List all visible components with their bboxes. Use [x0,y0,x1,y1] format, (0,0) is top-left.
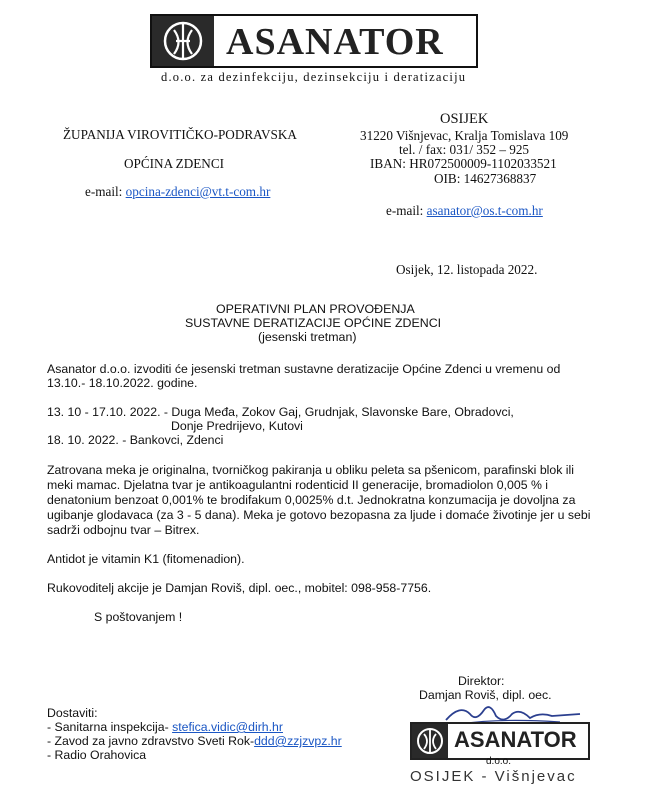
sender-email-link[interactable]: asanator@os.t-com.hr [426,203,543,218]
bait-line3: denatonium benzoat 0,001% te brodifakum 0,0025% d.t. Jednokratna konzumacija je dovoljna za [47,493,576,507]
leader-text: Rukovoditelj akcije je Damjan Roviš, dipl. oec., mobitel: 098-958-7756. [47,581,432,595]
sender-iban: IBAN: HR072500009-1102033521 [370,156,557,171]
delivery-item-email-link[interactable]: stefica.vidic@dirh.hr [172,720,283,734]
company-subtitle: d.o.o. za dezinfekciju, dezinsekciju i deratizaciju [161,70,467,84]
delivery-item-text: - Zavod za javno zdravstvo Sveti Rok- [47,734,255,748]
bait-line1: Zatrovana meka je originalna, tvorničkog pakiranja u obliku peleta sa pšenicom, parafinski blok ili [47,463,574,477]
recipient-municipality: OPĆINA ZDENCI [124,156,225,171]
schedule-line3: 18. 10. 2022. - Bankovci, Zdenci [47,433,224,447]
company-emblem-icon [152,16,214,66]
company-logo [150,14,478,68]
delivery-item-email-link[interactable]: ddd@zzjzvpz.hr [254,734,342,748]
recipient-email-link[interactable]: opcina-zdenci@vt.t-com.hr [125,184,271,199]
sender-email-label: e-mail: [386,203,424,218]
bait-line4: ugibanje glodavaca (za 3 - 5 dana). Meka je gotovo bezopasna za ljude i domaće životinje jer u sebi [47,508,591,522]
antidote-text: Antidot je vitamin K1 (fitomenadion). [47,552,245,566]
intro-line2: 13.10.- 18.10.2022. godine. [47,376,198,390]
schedule-line2: Donje Predrijevo, Kutovi [171,419,303,433]
stamp-doo: d.o.o. [486,756,512,767]
document-title-line1: OPERATIVNI PLAN PROVOĐENJA [216,302,415,316]
closing-text: S poštovanjem ! [94,610,183,624]
delivery-item-text: - Radio Orahovica [47,748,147,762]
delivery-item [47,748,146,762]
bait-line2: meki mamac. Djelatna tvar je antikoagulantni rodenticid II generacije, bromadiolon 0,005 % i [47,478,549,492]
document-title-line3: (jesenski tretman) [258,330,357,344]
delivery-item [47,734,342,748]
recipient-email-line [85,184,270,200]
stamp-wordmark: ASANATOR [454,727,577,752]
document-title-line2: SUSTAVNE DERATIZACIJE OPĆINE ZDENCI [185,316,442,330]
delivery-heading: Dostaviti: [47,706,98,720]
sender-email-line [386,203,543,219]
company-stamp [410,722,590,760]
bait-line5: sadrži odbojnu tvar – Bitrex. [47,523,200,537]
sender-oib: OIB: 14627368837 [434,171,537,186]
delivery-item [47,720,283,734]
stamp-emblem-icon [412,724,448,758]
recipient-county: ŽUPANIJA VIROVITIČKO-PODRAVSKA [63,127,297,142]
document-date: Osijek, 12. listopada 2022. [396,262,538,277]
signature-name: Damjan Roviš, dipl. oec. [419,688,552,702]
intro-line1: Asanator d.o.o. izvoditi će jesenski tretman sustavne deratizacije Općine Zdenci u vremenu od [47,362,561,376]
logo-wordmark: ASANATOR [226,21,444,63]
sender-phone: tel. / fax: 031/ 352 – 925 [399,142,530,157]
stamp-city: OSIJEK - Višnjevac [410,768,577,785]
schedule-line1: 13. 10 - 17.10. 2022. - Duga Međa, Zokov Gaj, Grudnjak, Slavonske Bare, Obradovci, [47,405,514,419]
signature-role: Direktor: [458,674,505,688]
sender-address: 31220 Višnjevac, Kralja Tomislava 109 [360,128,569,143]
sender-city: OSIJEK [440,111,489,127]
delivery-item-text: - Sanitarna inspekcija- [47,720,173,734]
recipient-email-label: e-mail: [85,184,123,199]
